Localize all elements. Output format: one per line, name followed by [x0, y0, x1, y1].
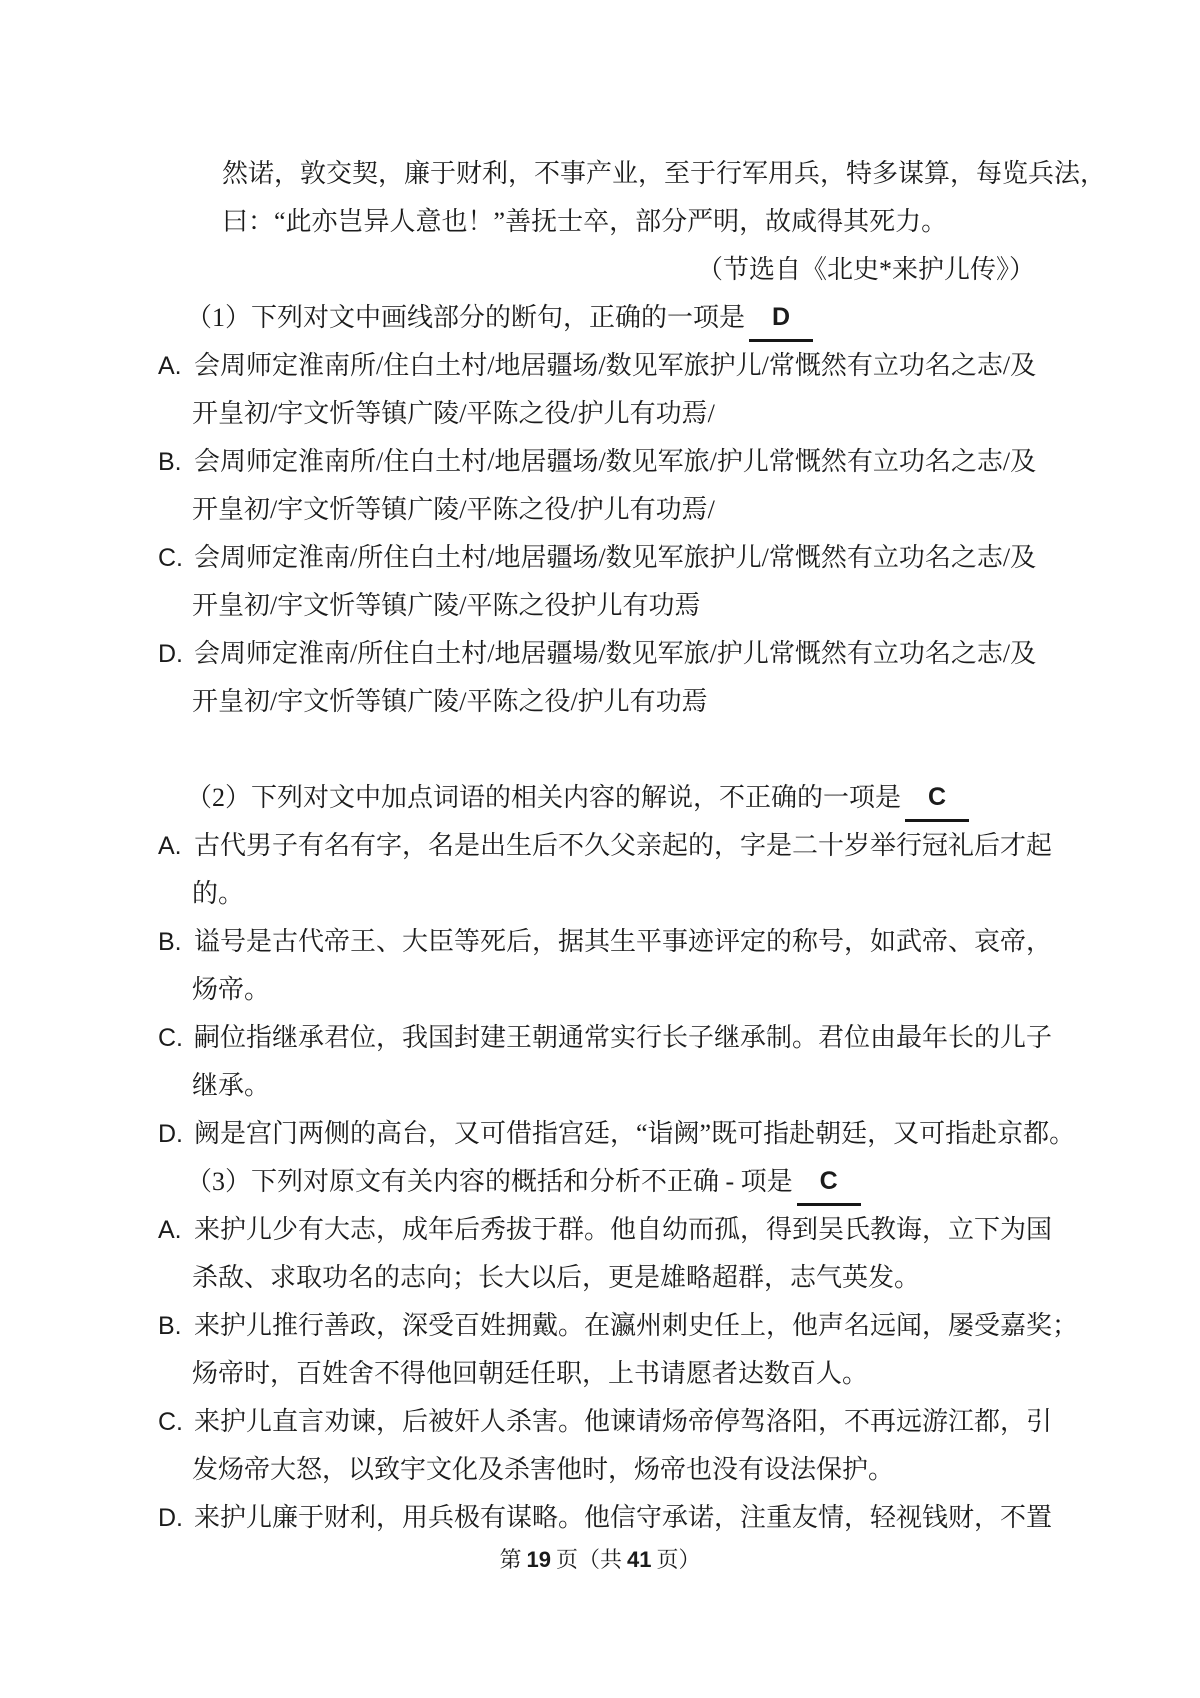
question-1-option-b-continuation: 开皇初/宇文忻等镇广陵/平陈之役/护儿有功焉/ [192, 495, 715, 524]
question-3-stem-text: （3）下列对原文有关内容的概括和分析不正确 - 项是 [186, 1167, 793, 1196]
question-3-option-c [0, 1398, 1200, 1446]
question-2-stem [0, 774, 1200, 822]
question-2-option-c [0, 1014, 1200, 1062]
question-3-option-a [0, 1206, 1200, 1254]
option-letter: D. [158, 1504, 183, 1532]
passage-attribution: （节选自《北史*来护儿传》） [696, 255, 1035, 284]
option-text: 来护儿少有大志，成年后秀拔于群。他自幼而孤，得到吴氏教诲，立下为国 [194, 1215, 1053, 1244]
option-letter: A. [158, 352, 182, 380]
question-2-option-b [0, 918, 1200, 966]
question-2-stem-text: （2）下列对文中加点词语的相关内容的解说，不正确的一项是 [186, 783, 902, 812]
option-text: 来护儿推行善政，深受百姓拥戴。在瀛州刺史任上，他声名远闻，屡受嘉奖； [194, 1311, 1079, 1340]
question-1-option-d [0, 630, 1200, 678]
option-text: 阙是宫门两侧的高台，又可借指宫廷，“诣阙”既可指赴朝廷，又可指赴京都。 [194, 1119, 1076, 1148]
option-text: 古代男子有名有字，名是出生后不久父亲起的，字是二十岁举行冠礼后才起 [194, 831, 1053, 860]
option-letter: C. [158, 1024, 183, 1052]
question-2-answer-blank: C [905, 777, 969, 822]
option-text: 会周师定淮南所/住白土村/地居疆场/数见军旅/护儿常慨然有立功名之志/及 [194, 447, 1037, 476]
question-3-option-c-continuation: 发炀帝大怒，以致宇文化及杀害他时，炀帝也没有设法保护。 [192, 1455, 895, 1484]
passage-line: 然诺，敦交契，廉于财利，不事产业，至于行军用兵，特多谋算，每览兵法， [222, 159, 1107, 188]
page-footer [0, 1543, 1200, 1577]
question-1-stem-text: （1）下列对文中画线部分的断句，正确的一项是 [186, 303, 746, 332]
option-letter: B. [158, 1312, 182, 1340]
option-letter: A. [158, 1216, 182, 1244]
footer-middle: 页（共 [555, 1547, 622, 1572]
footer-total-pages: 41 [627, 1547, 652, 1572]
option-text: 会周师定淮南/所住白土村/地居疆場/数见军旅/护儿常慨然有立功名之志/及 [194, 639, 1037, 668]
exam-content [0, 150, 1200, 1542]
option-text: 会周师定淮南所/住白土村/地居疆场/数见军旅护儿/常慨然有立功名之志/及 [194, 351, 1037, 380]
option-letter: D. [158, 1120, 183, 1148]
question-1-option-b [0, 438, 1200, 486]
question-3-option-b [0, 1302, 1200, 1350]
footer-suffix: 页） [656, 1547, 701, 1572]
option-letter: B. [158, 448, 182, 476]
question-1-answer-blank: D [749, 297, 813, 342]
question-3-option-a-continuation: 杀敌、求取功名的志向；长大以后，更是雄略超群，志气英发。 [192, 1263, 921, 1292]
footer-page-number: 19 [526, 1547, 551, 1572]
question-1-option-d-continuation: 开皇初/宇文忻等镇广陵/平陈之役/护儿有功焉 [192, 687, 708, 716]
question-1-stem [0, 294, 1200, 342]
question-3-answer-blank: C [797, 1161, 861, 1206]
question-2-option-a-continuation: 的。 [192, 879, 245, 908]
question-3-stem [0, 1158, 1200, 1206]
question-1-option-a [0, 342, 1200, 390]
option-text: 嗣位指继承君位，我国封建王朝通常实行长子继承制。君位由最年长的儿子 [194, 1023, 1053, 1052]
question-2-option-d [0, 1110, 1200, 1158]
option-letter: C. [158, 1408, 183, 1436]
option-text: 来护儿廉于财利，用兵极有谋略。他信守承诺，注重友情，轻视钱财，不置 [194, 1503, 1053, 1532]
option-letter: D. [158, 640, 183, 668]
option-letter: C. [158, 544, 183, 572]
option-text: 会周师定淮南/所住白土村/地居疆场/数见军旅护儿/常慨然有立功名之志/及 [194, 543, 1037, 572]
question-1-option-c [0, 534, 1200, 582]
option-text: 谥号是古代帝王、大臣等死后，据其生平事迹评定的称号，如武帝、哀帝， [194, 927, 1053, 956]
option-text: 来护儿直言劝谏，后被奸人杀害。他谏请炀帝停驾洛阳，不再远游江都，引 [194, 1407, 1053, 1436]
question-2-option-a [0, 822, 1200, 870]
question-2-option-b-continuation: 炀帝。 [192, 975, 271, 1004]
question-3-option-b-continuation: 炀帝时，百姓舍不得他回朝廷任职，上书请愿者达数百人。 [192, 1359, 869, 1388]
blank-line [0, 726, 1200, 774]
option-letter: B. [158, 928, 182, 956]
question-2-option-c-continuation: 继承。 [192, 1071, 271, 1100]
question-1-option-c-continuation: 开皇初/宇文忻等镇广陵/平陈之役护儿有功焉 [192, 591, 701, 620]
question-1-option-a-continuation: 开皇初/宇文忻等镇广陵/平陈之役/护儿有功焉/ [192, 399, 715, 428]
option-letter: A. [158, 832, 182, 860]
footer-prefix: 第 [499, 1547, 522, 1572]
question-3-option-d [0, 1494, 1200, 1542]
passage-line: 曰：“此亦岂异人意也！”善抚士卒，部分严明，故咸得其死力。 [222, 207, 948, 236]
